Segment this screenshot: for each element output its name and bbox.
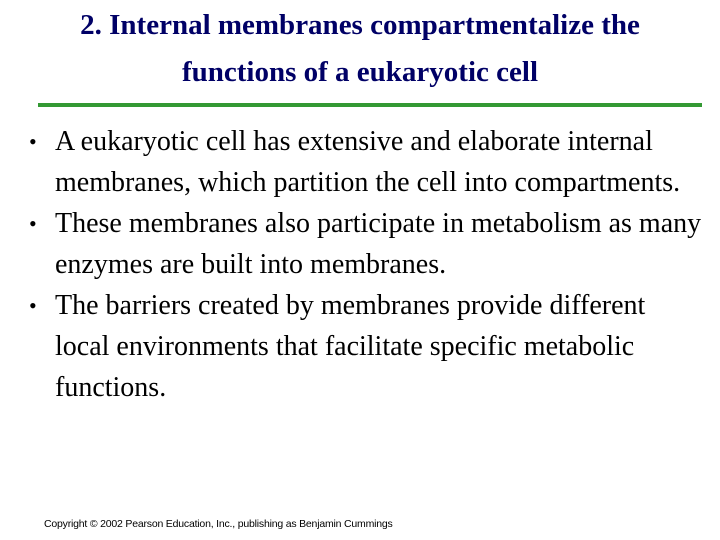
bullet-point-icon: • [29, 211, 37, 236]
slide-title-line-1: 2. Internal membranes compartmentalize the [80, 9, 640, 41]
title-divider [38, 103, 702, 107]
bullet-text: These membranes also participate in metabolism as many enzymes are built into membranes. [55, 208, 702, 280]
bullet-item [24, 285, 704, 408]
bullet-text: A eukaryotic cell has extensive and elaborate internal membranes, which partition the cell into compartments. [55, 126, 681, 198]
bullet-item [24, 121, 704, 203]
bullet-list [24, 121, 704, 408]
slide-title [0, 0, 720, 96]
bullet-text: The barriers created by membranes provide different local environments that facilitate specific metabolic functions. [55, 290, 646, 403]
bullet-point-icon: • [29, 293, 37, 318]
copyright-footer: Copyright © 2002 Pearson Education, Inc., publishing as Benjamin Cummings [44, 518, 393, 530]
bullet-item [24, 203, 704, 285]
slide-title-line-2: functions of a eukaryotic cell [181, 56, 538, 88]
bullet-point-icon: • [29, 129, 37, 154]
